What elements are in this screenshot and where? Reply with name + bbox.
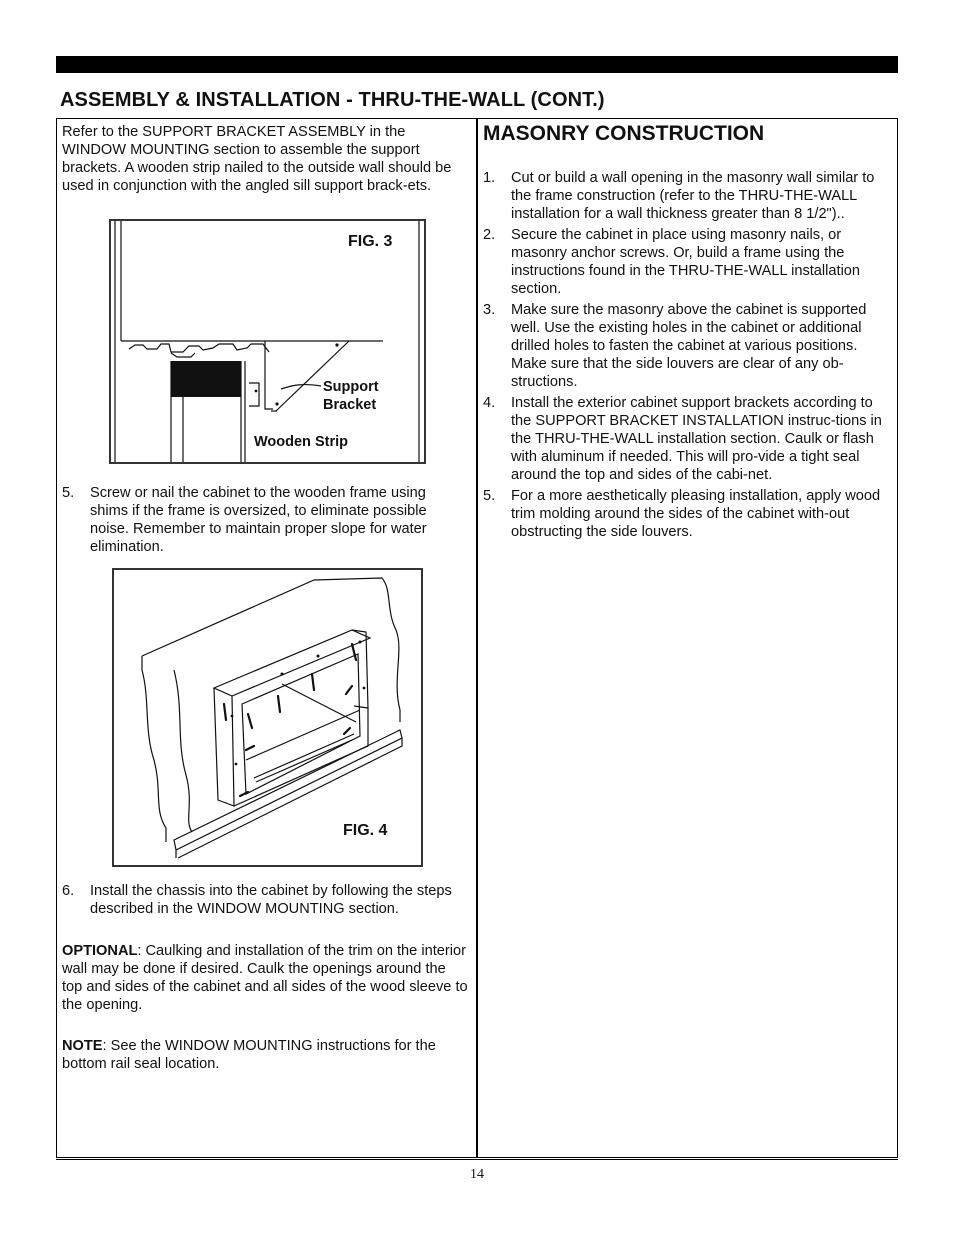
- intro-paragraph: Refer to the SUPPORT BRACKET ASSEMBLY in the WINDOW MOUNTING section to assemble the support brackets. A wooden strip nailed to the outside wall should be used in conjunction with the angled sill support brack-ets.: [62, 124, 452, 194]
- wooden-strip-label: Wooden Strip: [254, 434, 348, 450]
- optional-label: OPTIONAL: [62, 943, 138, 959]
- masonry-step-3: [483, 301, 895, 391]
- figure-3: [109, 219, 426, 464]
- step-number: 6.: [62, 883, 75, 899]
- page-number: 14: [470, 1167, 484, 1182]
- bracket-label: Bracket: [323, 397, 377, 413]
- figure-4: [112, 568, 423, 867]
- masonry-step-2: [483, 226, 895, 298]
- left-step-5: [62, 484, 462, 556]
- step-text: Cut or build a wall opening in the masonry wall similar to the frame construction (refer to the THRU-THE-WALL installation for a wall thickness greater than 8 1/2")..: [511, 170, 875, 222]
- section-heading: MASONRY CONSTRUCTION: [483, 122, 765, 145]
- support-bracket-label: [323, 378, 379, 414]
- step-number: 3.: [483, 302, 496, 318]
- step-number: 1.: [483, 170, 496, 186]
- support-label: Support: [323, 379, 379, 395]
- step-number: 5.: [483, 488, 496, 504]
- step-text: For a more aesthetically pleasing installation, apply wood trim molding around the sides of the cabinet with-out obstructing the side louvers.: [511, 488, 881, 540]
- figure-3-label: FIG. 3: [348, 233, 393, 250]
- left-step-6: [62, 882, 462, 918]
- step-text: Install the chassis into the cabinet by following the steps described in the WINDOW MOUNTING section.: [90, 883, 452, 917]
- note-paragraph: [62, 1037, 470, 1073]
- note-label: NOTE: [62, 1038, 103, 1054]
- masonry-step-1: [483, 169, 895, 223]
- masonry-step-5: [483, 487, 895, 541]
- support-bracket-illustration: [111, 221, 424, 462]
- figure-4-label: FIG. 4: [343, 822, 388, 839]
- footer-rule: [56, 1159, 898, 1160]
- step-text: Screw or nail the cabinet to the wooden frame using shims if the frame is oversized, to eliminate possible noise. Remember to maintain proper slope for water elimination.: [90, 485, 427, 555]
- step-number: 2.: [483, 227, 496, 243]
- page-title: ASSEMBLY & INSTALLATION - THRU-THE-WALL (CONT.): [60, 89, 605, 111]
- column-divider: [476, 118, 478, 1158]
- masonry-steps-list: [483, 169, 895, 544]
- step-text: Secure the cabinet in place using masonry nails, or masonry anchor screws. Or, build a frame using the instructions found in the THRU-THE-WALL installation section.: [511, 227, 861, 297]
- step-text: Make sure the masonry above the cabinet is supported well. Use the existing holes in the cabinet or additional drilled holes to fasten the cabinet at various positions. Make sure that the side louvers are clear of any ob-structions.: [511, 302, 867, 390]
- step-text: Install the exterior cabinet support brackets according to the SUPPORT BRACKET INSTALLATION instruc-tions in the THRU-THE-WALL installation section. Caulk or flash with aluminum if needed. This will pro-vide a tight seal around the top and sides of the cabi-net.: [511, 395, 882, 483]
- step-number: 5.: [62, 485, 75, 501]
- optional-text: : Caulking and installation of the trim on the interior wall may be done if desired. Caulk the openings around the top and sides of the cabinet and all sides of the wood sleeve to the opening.: [62, 943, 468, 1013]
- note-text: : See the WINDOW MOUNTING instructions for the bottom rail seal location.: [62, 1038, 436, 1072]
- step-number: 4.: [483, 395, 496, 411]
- optional-paragraph: [62, 942, 470, 1014]
- cabinet-in-wall-illustration: [114, 570, 421, 865]
- header-bar: [56, 56, 898, 73]
- masonry-step-4: [483, 394, 895, 484]
